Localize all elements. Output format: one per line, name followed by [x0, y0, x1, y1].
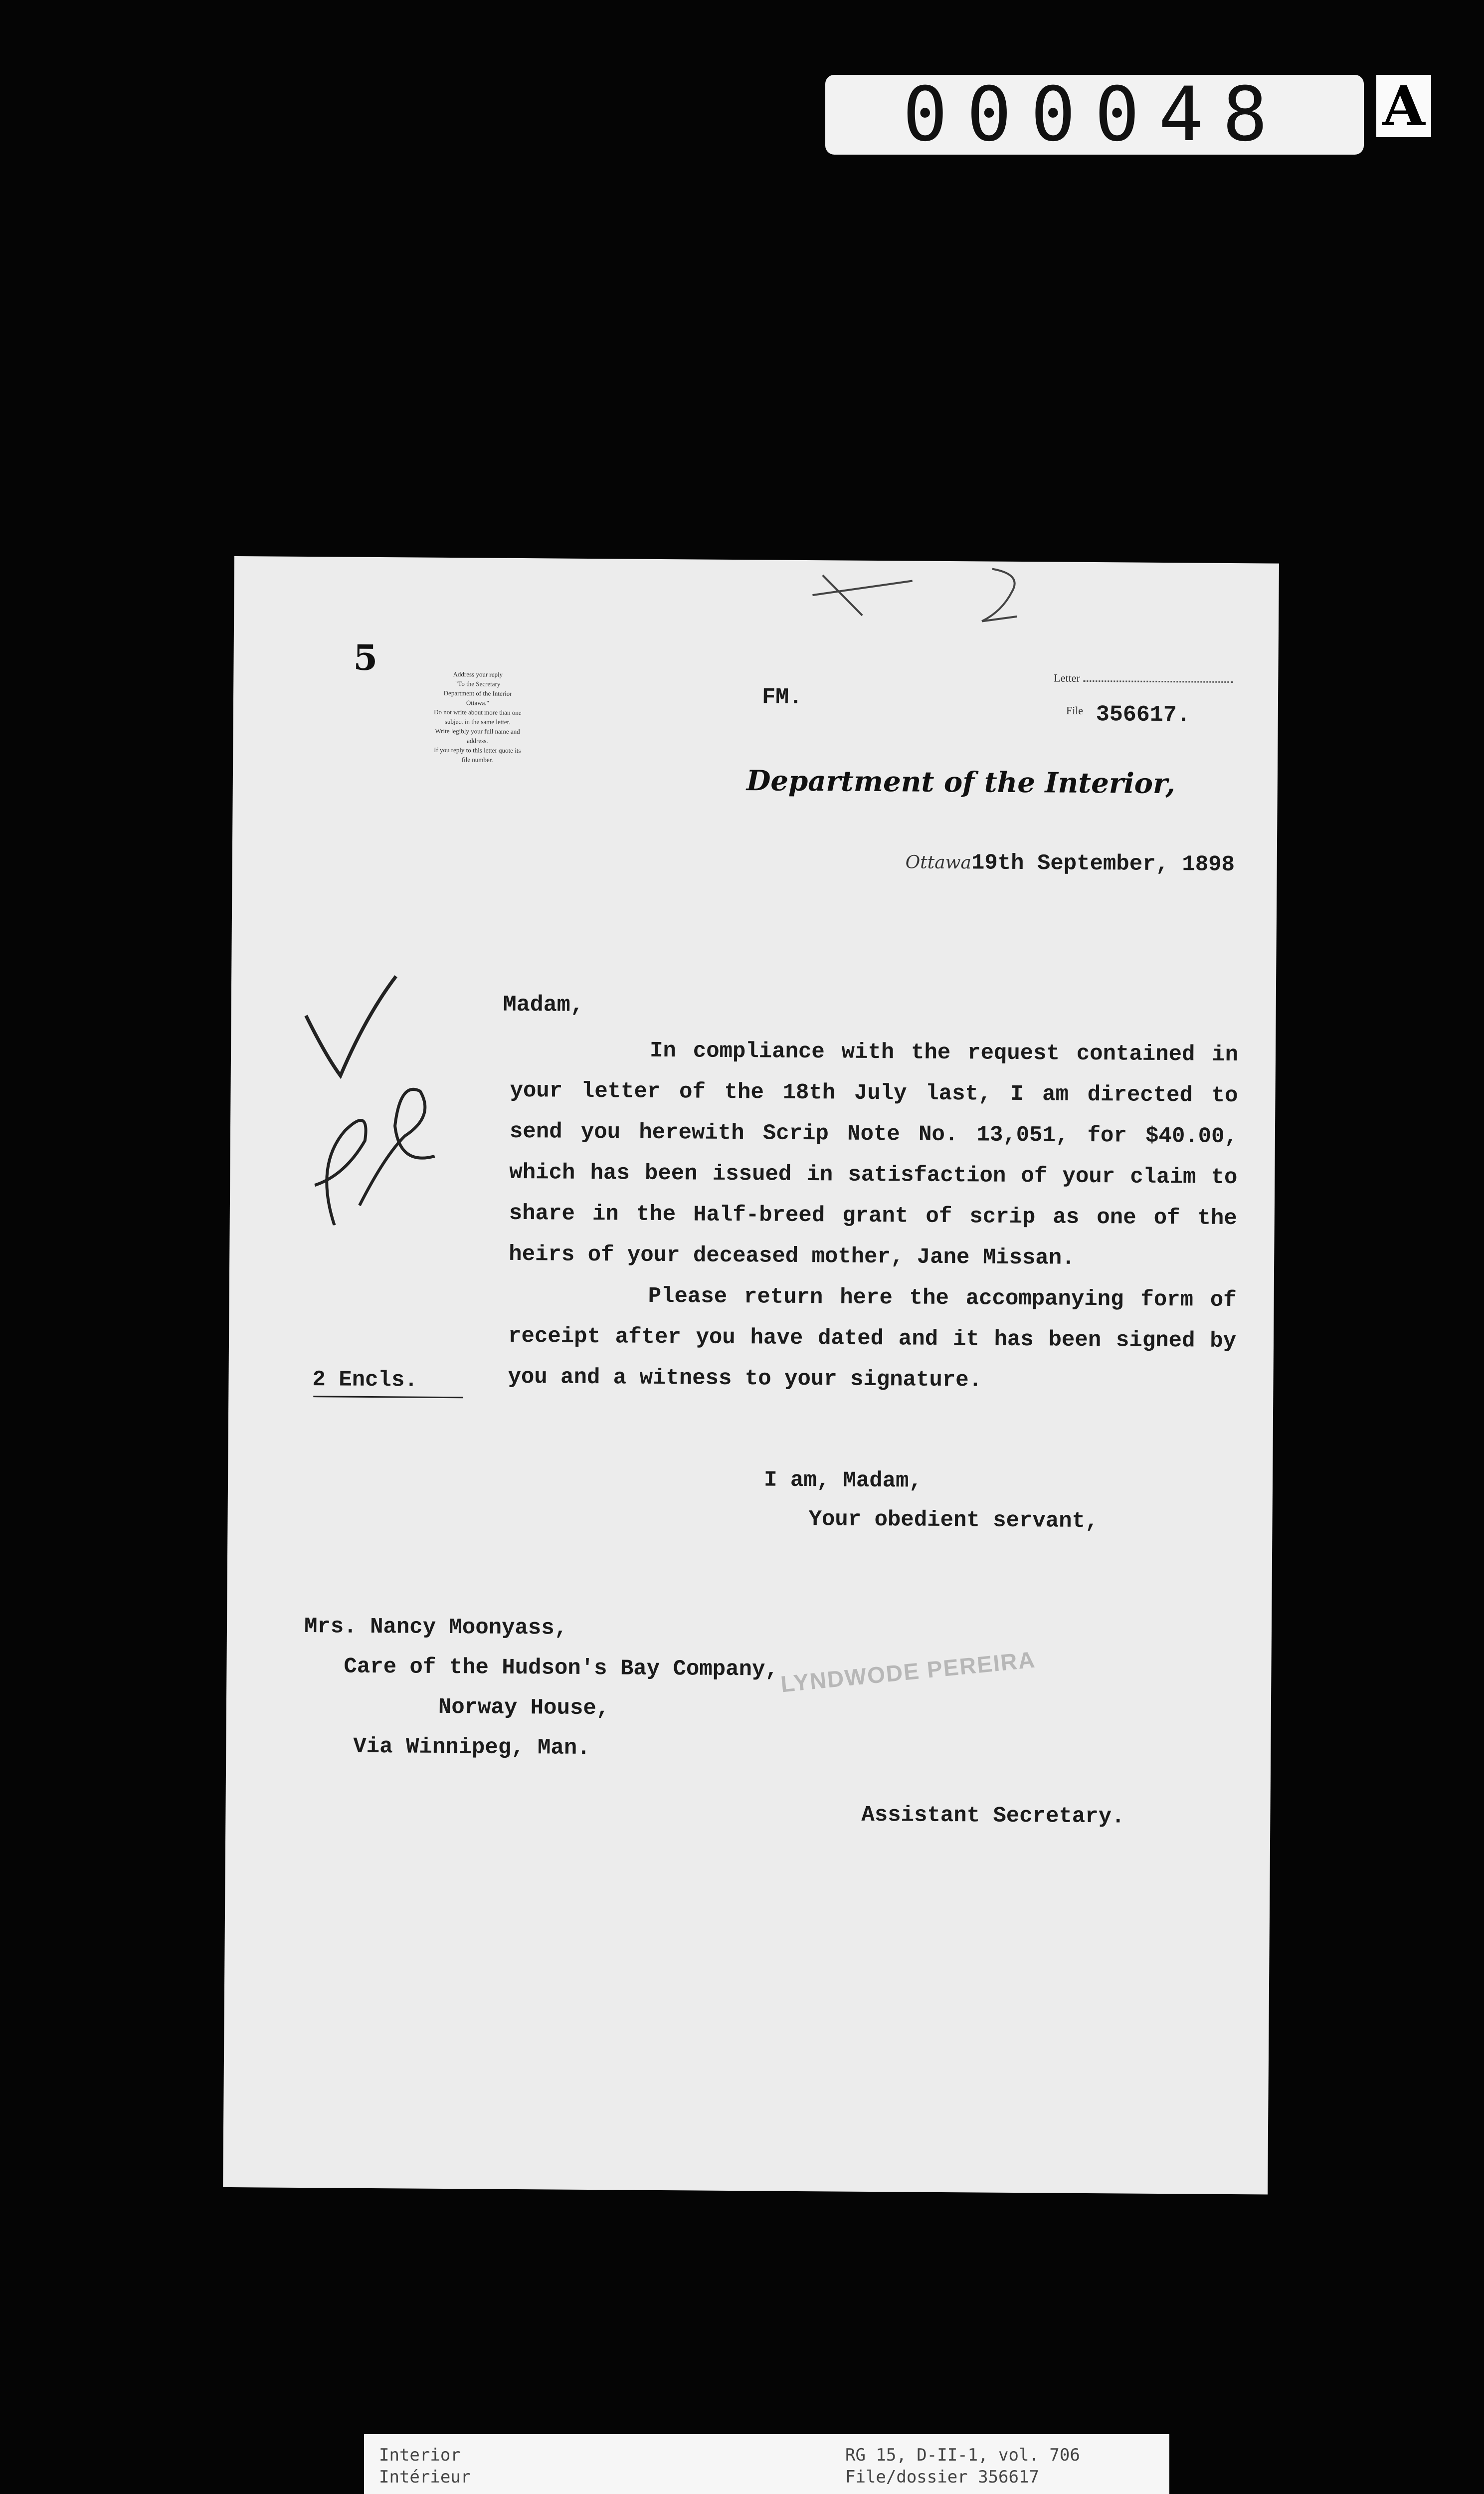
handwritten-annotation [285, 966, 456, 1226]
signature-stamp: LYNDWODE PEREIRA [779, 1646, 1037, 1697]
closing-line-1: I am, Madam, [763, 1467, 923, 1494]
recipient-line: Mrs. Nancy Moonyass, [304, 1614, 568, 1641]
file-reference: File/dossier 356617 [845, 2467, 1039, 2487]
paragraph-1: In compliance with the request contained in your letter of the 18th July last, I am directed to send you herewith Scrip Note No. 13,051, for $40.00, which has been issued in satisfaction of your claim to share in the Half-breed grant of scrip as one of the heirs of your deceased mother, Jane Missan. [509, 1038, 1239, 1271]
letter-body [508, 1030, 1238, 1403]
recipient-line: Norway House, [438, 1694, 610, 1721]
frame-suffix: A [1376, 75, 1431, 137]
file-field [1066, 704, 1083, 717]
pencil-scribble [782, 560, 1082, 637]
signature-title: Assistant Secretary. [861, 1802, 1125, 1830]
date: 19th September, 1898 [971, 850, 1235, 878]
recipient-line: Via Winnipeg, Man. [353, 1734, 590, 1761]
frame-counter: 000048 [825, 75, 1364, 155]
letter-page [223, 556, 1279, 2195]
instruction-line: file number. [461, 756, 493, 764]
place: Ottawa [905, 852, 972, 873]
instruction-line: Write legibly your full name and [435, 727, 520, 736]
instruction-line: If you reply to this letter quote its [434, 746, 521, 755]
closing-line-2: Your obedient servant, [808, 1507, 1099, 1534]
instruction-line: Address your reply [453, 670, 503, 678]
reply-instructions [402, 669, 553, 765]
letter-field [1054, 671, 1233, 686]
paragraph-2: Please return here the accompanying form of receipt after you have dated and it has been signed by you and a witness to your signature. [508, 1283, 1237, 1393]
instruction-line: address. [467, 737, 488, 745]
record-group: RG 15, D-II-1, vol. 706 [845, 2445, 1080, 2465]
archive-reference-label [364, 2434, 1169, 2494]
instruction-line: subject in the same letter. [444, 717, 511, 726]
salutation: Madam, [503, 992, 584, 1018]
instruction-line: Do not write about more than one [434, 708, 522, 717]
file-number: 356617. [1096, 702, 1191, 728]
letter-label: Letter [1054, 671, 1080, 684]
instruction-line: Department of the Interior [443, 689, 512, 697]
corner-mark: 5 [353, 636, 378, 679]
initials: FM. [761, 684, 803, 710]
recipient-line: Care of the Hudson's Bay Company, [344, 1654, 778, 1682]
enclosures-rule [313, 1396, 463, 1398]
instruction-line: Ottawa." [466, 699, 490, 707]
department-fr: Intérieur [379, 2467, 471, 2487]
instruction-line: "To the Secretary [455, 680, 501, 688]
file-label: File [1066, 704, 1084, 717]
department-en: Interior [379, 2445, 461, 2465]
dateline [906, 850, 1235, 877]
department-heading: Department of the Interior, [746, 764, 1176, 801]
enclosures-note: 2 Encls. [312, 1367, 418, 1393]
